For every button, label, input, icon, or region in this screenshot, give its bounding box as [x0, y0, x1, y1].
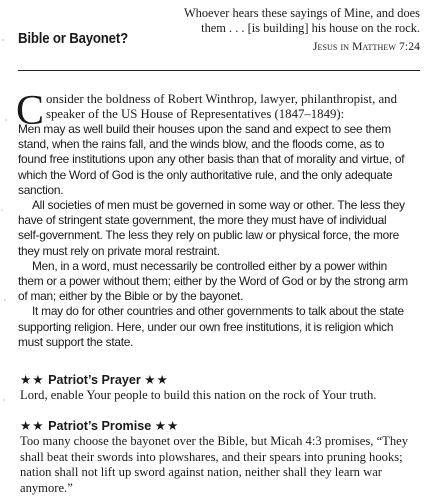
winthrop-quote	[18, 122, 410, 350]
quote-paragraph-1: Men may as well build their houses upon the sand and expect to see them stand, when the rains fall, and the winds blow, and the floods come, as to found free institutions upon any other basis than that of morality and virtue, of which the Word of God is the only authoritative rule, and the only adequate sanction.	[18, 122, 405, 197]
promise-text: Too many choose the bayonet over the Bible, but Micah 4:3 promises, “They shall beat their swords into plowshares, and their spears into pruning hooks; nation shall not lift up sword against nation, neither shall they learn war anymore.”	[20, 434, 409, 495]
star-icon: ★★	[154, 419, 180, 433]
drop-cap: C	[16, 88, 45, 134]
prayer-text: Lord, enable Your people to build this nation on the rock of Your truth.	[20, 388, 377, 402]
scan-edge-speckle	[0, 0, 10, 491]
header-divider	[18, 70, 420, 71]
page-title: Bible or Bayonet?	[18, 30, 128, 47]
epigraph-line-1: Whoever hears these sayings of Mine, and does	[183, 6, 420, 20]
promise-heading-text: Patriot’s Promise	[48, 419, 152, 433]
intro-text: onsider the boldness of Robert Winthrop, lawyer, philanthropist, and speaker of the US House of Representatives (1847–1849):	[46, 92, 397, 121]
star-icon: ★★	[20, 419, 45, 433]
epigraph-line-2: them . . . [is building] his house on the rock.	[201, 21, 420, 35]
attribution-reference: 7:24	[398, 40, 420, 53]
epigraph-attribution	[180, 39, 420, 54]
prayer-heading-text: Patriot’s Prayer	[48, 373, 141, 387]
scripture-epigraph	[180, 6, 420, 54]
promise-heading	[20, 418, 179, 433]
star-icon: ★★	[20, 373, 45, 387]
star-icon: ★★	[144, 373, 169, 387]
quote-paragraph-2: All societies of men must be governed in some way or other. The less they have of stringent state government, the more they must have of individual self-government. The less they rely on public law or physical force, the more they must rely on private moral restraint.	[18, 198, 405, 258]
prayer-heading	[20, 372, 169, 387]
attribution-name: Jesus in Matthew	[312, 40, 396, 53]
intro-paragraph	[16, 88, 422, 134]
quote-paragraph-4: It may do for other countries and other governments to talk about the state supporting religion. Here, under our own free institutions, it is religion which must support the state.	[18, 304, 404, 349]
quote-paragraph-3: Men, in a word, must necessarily be controlled either by a power within them or a power without them; either by the Word of God or by the strong arm of man; either by the Bible or by the bayonet.	[18, 258, 408, 304]
